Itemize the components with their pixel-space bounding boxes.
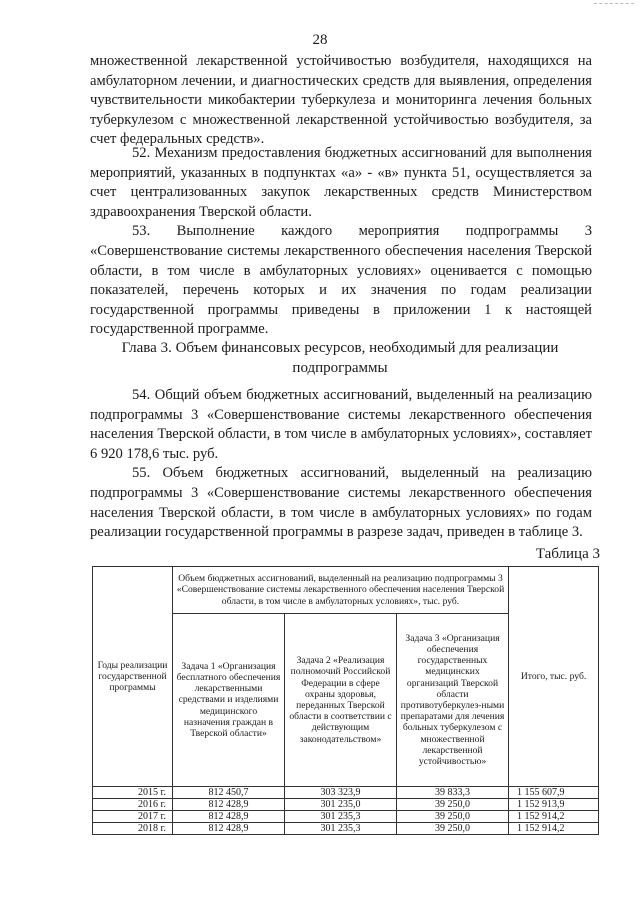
cell-task-1: 812 450,7 <box>173 787 285 799</box>
paragraphs-52-53 <box>90 144 592 340</box>
table-row <box>93 811 599 823</box>
cell-task-3: 39 833,3 <box>397 787 509 799</box>
cell-task-2: 303 323,9 <box>285 787 397 799</box>
table-row <box>93 787 599 799</box>
cell-task-3: 39 250,0 <box>397 799 509 811</box>
header-years: Годы реализации государственной программы <box>93 567 173 787</box>
cell-task-3: 39 250,0 <box>397 811 509 823</box>
paragraph-55: 55. Объем бюджетных ассигнований, выделенный на реализацию подпрограммы 3 «Совершенствование системы лекарственного обеспечения населения Тверской области, в том числе в амбулаторных условиях» по годам реализации государственной программы в разрезе задач, приведен в таблице 3. <box>90 465 592 541</box>
table-row <box>93 823 599 835</box>
finance-table <box>92 566 599 835</box>
cell-year: 2018 г. <box>93 823 173 835</box>
page-number: 28 <box>312 32 328 48</box>
cell-task-2: 301 235,0 <box>285 799 397 811</box>
cell-task-1: 812 428,9 <box>173 811 285 823</box>
cell-year: 2015 г. <box>93 787 173 799</box>
cell-total: 1 152 914,2 <box>509 823 599 835</box>
chapter-heading: Глава 3. Объем финансовых ресурсов, необходимый для реализации подпрограммы <box>121 340 559 376</box>
cell-task-1: 812 428,9 <box>173 799 285 811</box>
table-row <box>93 799 599 811</box>
header-task-3: Задача 3 «Организация обеспечения государственных медицинских организаций Тверской области противотуберкулез-ными препаратами для лечения больных туберкулезом с множественной лекарственной устойчивостью» <box>397 614 509 787</box>
cell-total: 1 155 607,9 <box>509 787 599 799</box>
cell-total: 1 152 914,2 <box>509 811 599 823</box>
header-group: Объем бюджетных ассигнований, выделенный на реализацию подпрограммы 3 «Совершенствование системы лекарственного обеспечения населения Тверской области, в том числе в амбулаторных условиях», тыс. руб. <box>173 567 509 614</box>
cell-year: 2016 г. <box>93 799 173 811</box>
header-task-1: Задача 1 «Организация бесплатного обеспечения лекарственными средствами и изделиями медицинского назначения граждан в Тверской области» <box>173 614 285 787</box>
paragraphs-54-55 <box>90 386 592 543</box>
header-total: Итого, тыс. руб. <box>509 567 599 787</box>
cell-task-1: 812 428,9 <box>173 823 285 835</box>
paragraph-continuation <box>90 52 592 150</box>
cell-total: 1 152 913,9 <box>509 799 599 811</box>
cell-task-2: 301 235,3 <box>285 823 397 835</box>
cell-task-2: 301 235,3 <box>285 811 397 823</box>
table-caption: Таблица 3 <box>535 546 600 562</box>
header-task-2: Задача 2 «Реализация полномочий Российской Федерации в сфере охраны здоровья, переданных Тверской области в соответствии с действующим законодательством» <box>285 614 397 787</box>
paragraph-text: множественной лекарственной устойчивостью возбудителя, находящихся на амбулаторном лечении, и диагностических средств для выявления, определения чувствительности микобактерии туберкулеза и мониторинга лечения больных туберкулезом с множественной лекарственной устойчивостью возбудителя, за счет федеральных средств». <box>90 53 592 148</box>
paragraph-54: 54. Общий объем бюджетных ассигнований, выделенный на реализацию подпрограммы 3 «Совершенствование системы лекарственного обеспечения населения Тверской области, в том числе в амбулаторных условиях», составляет 6 920 178,6 тыс. руб. <box>90 387 592 462</box>
cell-year: 2017 г. <box>93 811 173 823</box>
paragraph-53: 53. Выполнение каждого мероприятия подпрограммы 3 «Совершенствование системы лекарственного обеспечения населения Тверской области, в том числе в амбулаторных условиях» оценивается с помощью показателей, перечень которых и их значения по годам реализации государственной программы приведены в приложении 1 к настоящей государственной программе. <box>90 223 592 338</box>
paragraph-52: 52. Механизм предоставления бюджетных ассигнований для выполнения мероприятий, указанных в подпунктах «а» - «в» пункта 51, осуществляется за счет централизованных закупок лекарственных средств Министерством здравоохранения Тверской области. <box>90 145 592 220</box>
scan-mark <box>594 3 634 10</box>
cell-task-3: 39 250,0 <box>397 823 509 835</box>
